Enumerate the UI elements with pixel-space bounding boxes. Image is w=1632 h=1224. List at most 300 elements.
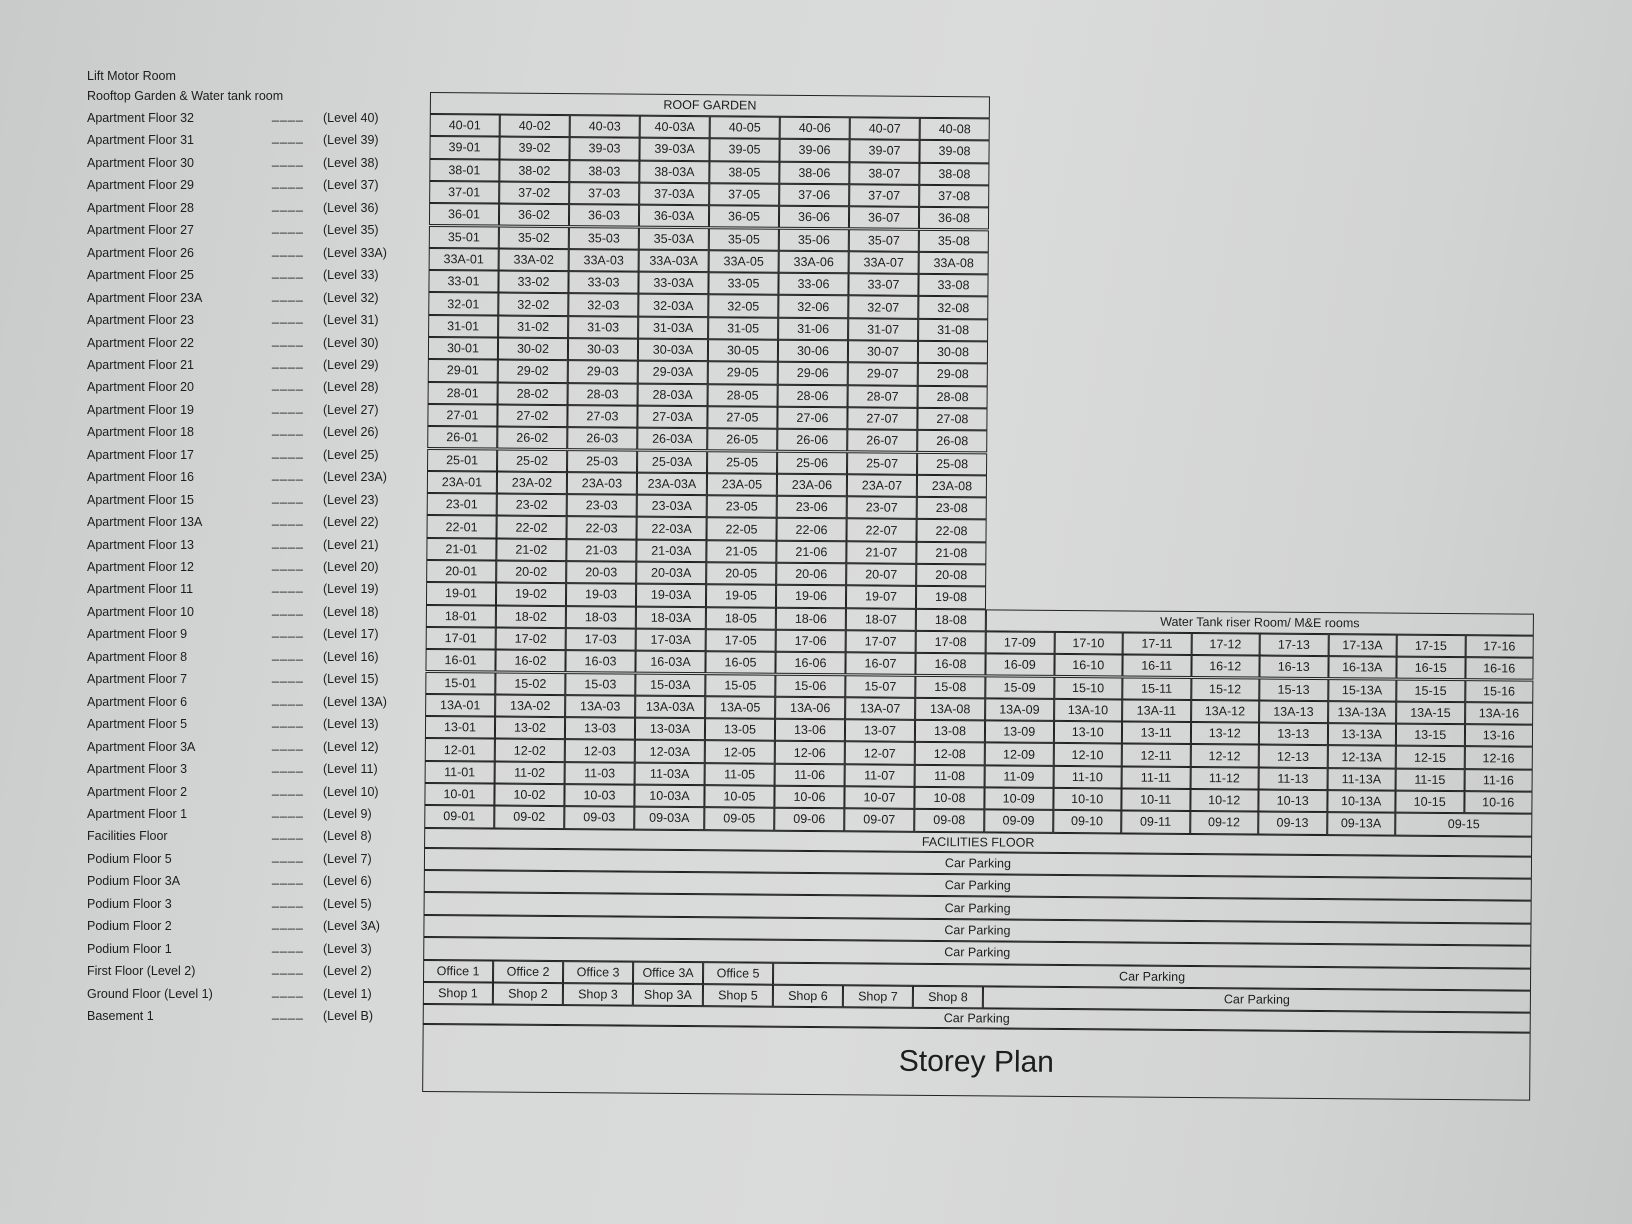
unit-cell: 16-10 [1054,654,1123,677]
unit-cell: 23-08 [917,497,987,520]
unit-cell: 17-15 [1397,635,1466,658]
unit-cell: 40-05 [710,116,780,139]
floor-level-label: (Level 10) [323,784,379,799]
unit-cell: 28-07 [848,385,918,408]
unit-cell: 13A-02 [495,694,565,717]
unit-cell: 23-02 [497,494,567,517]
unit-cell: 36-06 [779,206,849,229]
unit-cell: 23-06 [777,496,847,519]
unit-cell: 10-15 [1395,791,1464,814]
unit-cell: 39-06 [779,139,849,162]
unit-cell: 21-06 [776,540,846,563]
floor-level-label: (Level 3) [323,941,372,956]
floor-dash-line: ____ [272,175,304,190]
unit-cell: 13-15 [1396,724,1465,747]
floor-dash-line: ____ [272,803,304,818]
unit-cell: 38-06 [779,161,849,184]
floor-name-label: Apartment Floor 27 [87,223,194,238]
unit-cell: 11-07 [845,764,915,787]
unit-cell: 11-05 [705,763,775,786]
floor-level-label: (Level 23A) [323,470,387,485]
unit-cell: 20-03A [636,562,706,585]
unit-cell: 13-12 [1190,722,1259,745]
unit-cell: 13-08 [915,720,985,743]
unit-cell: 10-10 [1053,788,1122,811]
unit-cell: 32-07 [848,296,918,319]
unit-cell: 19-07 [846,586,916,609]
unit-cell: 26-08 [917,430,987,453]
unit-cell: 15-03A [635,673,705,696]
unit-cell: 33-05 [708,272,778,295]
unit-cell: 33-03 [568,271,638,294]
floor-name-label: Apartment Floor 28 [87,200,194,215]
unit-cell: 32-05 [708,295,778,318]
unit-cell: 16-01 [425,649,495,672]
unit-cell: 09-15 [1395,813,1532,836]
floor-level-label: (Level 6) [323,874,372,889]
unit-cell: 28-03A [638,383,708,406]
roof-garden-band: ROOF GARDEN [430,92,990,118]
floor-dash-line: ____ [272,422,304,437]
unit-cell: 26-06 [777,429,847,452]
unit-cell: 13-07 [845,719,915,742]
floor-level-label: (Level 17) [323,627,379,642]
unit-cell: 27-05 [707,406,777,429]
unit-cell: 09-11 [1121,811,1190,834]
floor-dash-line: ____ [272,646,304,661]
unit-cell: 17-12 [1191,633,1260,656]
floor-name-label: Apartment Floor 31 [87,133,194,148]
unit-cell: 38-08 [919,162,989,185]
unit-cell: 12-01 [425,738,495,761]
unit-cell: 11-15 [1396,768,1465,791]
floor-name-label: Apartment Floor 6 [87,694,188,709]
unit-cell: 15-08 [915,675,985,698]
unit-cell: 18-02 [496,605,566,628]
shop-cell: Shop 3A [633,983,703,1006]
unit-cell: 10-01 [424,783,494,806]
car-parking-band: Car Parking [423,1004,1531,1033]
floor-name-label: Podium Floor 3 [87,896,172,911]
unit-cell: 33A-02 [499,248,569,271]
unit-cell: 17-11 [1123,632,1192,655]
unit-cell: 23A-08 [917,475,987,498]
unit-cell: 16-13 [1259,656,1328,679]
unit-cell: 38-01 [429,159,499,182]
unit-cell: 23-03A [637,495,707,518]
unit-cell: 23-05 [707,495,777,518]
floor-name-label: Apartment Floor 21 [87,357,194,372]
floor-level-label: (Level 2) [323,964,372,979]
unit-cell: 16-02 [495,650,565,673]
unit-cell: 25-07 [847,452,917,475]
unit-cell: 19-05 [706,584,776,607]
unit-cell: 11-08 [915,765,985,788]
unit-cell: 25-03A [637,450,707,473]
floor-dash-line: ____ [272,1006,304,1020]
floor-level-label: (Level 15) [323,672,379,687]
unit-cell: 12-09 [985,743,1054,766]
floor-name-label: Apartment Floor 16 [87,470,194,485]
unit-cell: 21-02 [496,538,566,561]
unit-cell: 11-13 [1259,767,1328,790]
floor-level-label: (Level 26) [323,425,379,440]
unit-cell: 17-03 [566,628,636,651]
floor-dash-line: ____ [272,714,304,729]
office-cell: Office 3A [633,961,703,984]
unit-cell: 33-06 [778,273,848,296]
unit-cell: 38-05 [709,161,779,184]
unit-cell: 18-03A [636,606,706,629]
unit-cell: 29-03 [568,360,638,383]
floor-level-label: (Level 5) [323,896,372,911]
unit-cell: 19-06 [776,585,846,608]
floor-level-label: (Level 3A) [323,919,380,934]
floor-level-label: (Level 21) [323,537,379,552]
unit-cell: 25-03 [567,450,637,473]
unit-cell: 38-07 [849,162,919,185]
floor-dash-line: ____ [272,467,304,482]
unit-cell: 13-01 [425,716,495,739]
floor-dash-line: ____ [272,512,304,527]
unit-cell: 31-03A [638,316,708,339]
unit-cell: 15-13 [1259,678,1328,701]
floor-dash-line: ____ [272,130,304,145]
unit-cell: 40-07 [850,117,920,140]
floor-level-label: (Level 16) [323,649,379,664]
floor-dash-line: ____ [272,893,304,908]
rooftop-garden-label: Rooftop Garden & Water tank room [87,89,284,103]
unit-cell: 33-01 [428,270,498,293]
unit-cell: 18-07 [846,608,916,631]
unit-cell: 31-03 [568,316,638,339]
unit-cell: 21-05 [706,540,776,563]
floor-level-label: (Level 31) [323,313,379,328]
unit-cell: 21-08 [916,542,986,565]
unit-cell: 22-07 [846,519,916,542]
unit-cell: 25-05 [707,451,777,474]
unit-cell: 10-03A [634,785,704,808]
unit-cell: 35-03A [639,227,709,250]
floor-dash-line: ____ [272,489,304,504]
floor-dash-line: ____ [272,220,304,235]
unit-cell: 37-08 [919,185,989,208]
unit-cell: 12-11 [1122,744,1191,767]
floor-name-label: Apartment Floor 25 [87,268,194,283]
unit-cell: 40-02 [500,115,570,138]
floor-name-label: Podium Floor 5 [87,851,172,866]
unit-cell: 12-10 [1053,743,1122,766]
unit-cell: 16-03 [565,650,635,673]
unit-cell: 12-03 [565,739,635,762]
unit-cell: 13-03 [565,717,635,740]
car-parking-band: Car Parking [983,986,1531,1012]
unit-cell: 13A-09 [985,698,1054,721]
unit-cell: 13-10 [1053,721,1122,744]
unit-cell: 10-16 [1464,791,1533,814]
unit-cell: 15-15 [1396,679,1465,702]
unit-cell: 37-06 [779,184,849,207]
shop-cell: Shop 7 [843,985,913,1008]
floor-name-label: First Floor (Level 2) [87,964,196,979]
unit-cell: 21-01 [426,538,496,561]
unit-cell: 33A-05 [709,250,779,273]
floor-level-label: (Level 37) [323,178,379,193]
unit-cell: 18-03 [566,606,636,629]
unit-cell: 36-03A [639,205,709,228]
unit-cell: 37-01 [429,181,499,204]
floor-name-label: Apartment Floor 13A [87,515,203,530]
floor-dash-line: ____ [272,534,304,549]
unit-cell: 13-02 [495,717,565,740]
unit-cell: 32-03A [638,294,708,317]
unit-cell: 28-03 [568,383,638,406]
unit-cell: 35-07 [849,229,919,252]
unit-cell: 12-07 [845,742,915,765]
floor-name-label: Apartment Floor 9 [87,627,188,642]
lift-motor-room-label: Lift Motor Room [87,69,176,83]
unit-cell: 40-08 [920,118,990,141]
unit-cell: 35-05 [709,228,779,251]
unit-cell: 37-03 [569,182,639,205]
unit-cell: 33A-03A [639,249,709,272]
unit-cell: 39-07 [849,140,919,163]
floor-name-label: Apartment Floor 3A [87,739,196,754]
unit-cell: 23A-06 [777,474,847,497]
shop-cell: Shop 5 [703,984,773,1007]
unit-cell: 20-08 [916,564,986,587]
unit-cell: 22-03A [636,517,706,540]
unit-cell: 12-15 [1396,746,1465,769]
floor-level-label: (Level 28) [323,380,379,395]
unit-cell: 09-02 [494,806,564,829]
unit-cell: 09-01 [424,805,494,828]
unit-cell: 13-16 [1464,724,1533,747]
unit-cell: 16-08 [915,653,985,676]
floor-level-label: (Level 12) [323,739,379,754]
floor-level-label: (Level 39) [323,133,379,148]
unit-cell: 11-13A [1327,768,1396,791]
unit-cell: 32-06 [778,295,848,318]
unit-cell: 13A-08 [915,698,985,721]
unit-cell: 31-08 [918,319,988,342]
unit-cell: 22-01 [426,515,496,538]
floor-dash-line: ____ [272,691,304,706]
floor-level-label: (Level 19) [323,582,379,597]
unit-cell: 39-03 [569,137,639,160]
floor-dash-line: ____ [272,736,304,751]
floor-dash-line: ____ [272,444,304,459]
unit-cell: 28-06 [778,384,848,407]
unit-cell: 13-11 [1122,722,1191,745]
unit-cell: 20-03 [566,561,636,584]
unit-cell: 12-05 [705,741,775,764]
unit-cell: 13A-05 [705,696,775,719]
unit-cell: 09-05 [704,807,774,830]
office-cell: Office 1 [423,960,493,983]
unit-cell: 13A-12 [1191,700,1260,723]
unit-cell: 16-03A [635,651,705,674]
unit-cell: 12-08 [915,742,985,765]
floor-name-label: Apartment Floor 10 [87,604,194,619]
unit-cell: 10-02 [494,784,564,807]
floor-name-label: Apartment Floor 32 [87,111,194,125]
floor-name-label: Apartment Floor 30 [87,155,194,170]
floor-labels-column [0,0,420,1050]
floor-level-label: (Level 22) [323,515,379,530]
unit-cell: 19-08 [916,586,986,609]
unit-cell: 13-13 [1259,723,1328,746]
shop-cell: Shop 1 [423,982,493,1005]
floor-level-label: (Level 8) [323,829,372,844]
unit-cell: 17-07 [846,630,916,653]
unit-cell: 15-09 [985,676,1054,699]
unit-cell: 12-13 [1259,745,1328,768]
unit-cell: 10-03 [564,784,634,807]
unit-cell: 11-02 [495,761,565,784]
unit-cell: 26-07 [847,429,917,452]
shop-cell: Shop 3 [563,983,633,1006]
unit-cell: 26-05 [707,428,777,451]
unit-cell: 09-06 [774,808,844,831]
unit-cell: 15-10 [1054,676,1123,699]
unit-cell: 30-05 [708,339,778,362]
unit-cell: 16-16 [1465,657,1534,680]
unit-cell: 40-03A [640,116,710,139]
unit-cell: 23A-05 [707,473,777,496]
unit-cell: 25-01 [427,448,497,471]
unit-cell: 13A-07 [845,697,915,720]
unit-cell: 13A-11 [1122,699,1191,722]
unit-cell: 21-03 [566,539,636,562]
unit-cell: 15-06 [775,674,845,697]
floor-name-label: Apartment Floor 23A [87,290,203,305]
floor-dash-line: ____ [272,871,304,886]
unit-cell: 29-05 [708,361,778,384]
unit-cell: 18-05 [706,607,776,630]
unit-cell: 17-03A [636,629,706,652]
unit-cell: 09-03A [634,807,704,830]
unit-cell: 11-03A [635,762,705,785]
unit-cell: 30-08 [918,341,988,364]
unit-cell: 15-02 [495,672,565,695]
unit-cell: 33-07 [848,273,918,296]
unit-cell: 17-01 [426,627,496,650]
unit-cell: 13A-13A [1328,701,1397,724]
floor-dash-line: ____ [272,669,304,684]
floor-level-label: (Level 18) [323,604,379,619]
unit-cell: 37-05 [709,183,779,206]
unit-cell: 10-11 [1121,788,1190,811]
unit-cell: 09-09 [984,810,1053,833]
unit-cell: 35-06 [779,228,849,251]
unit-cell: 09-08 [914,809,984,832]
unit-cell: 17-06 [776,630,846,653]
unit-cell: 15-07 [845,675,915,698]
unit-cell: 11-09 [985,765,1054,788]
unit-cell: 13A-15 [1396,701,1465,724]
unit-cell: 09-03 [564,806,634,829]
floor-dash-line: ____ [272,916,304,931]
unit-cell: 16-11 [1122,655,1191,678]
floor-name-label: Podium Floor 2 [87,919,172,934]
floor-level-label: (Level B) [323,1009,374,1023]
unit-cell: 13A-06 [775,697,845,720]
unit-cell: 37-02 [499,181,569,204]
floor-dash-line: ____ [272,781,304,796]
unit-cell: 16-06 [775,652,845,675]
unit-cell: 09-12 [1190,811,1259,834]
floor-dash-line: ____ [272,826,304,841]
unit-cell: 33A-06 [779,251,849,274]
unit-cell: 29-07 [848,363,918,386]
storey-plan-title: Storey Plan [422,1024,1530,1101]
unit-cell: 15-01 [425,671,495,694]
floor-level-label: (Level 35) [323,223,379,238]
unit-cell: 25-08 [917,452,987,475]
unit-cell: 22-06 [776,518,846,541]
unit-cell: 15-03 [565,673,635,696]
floor-name-label: Apartment Floor 11 [87,582,194,597]
unit-cell: 17-13A [1328,634,1397,657]
unit-cell: 36-03 [569,204,639,227]
unit-cell: 19-03 [566,583,636,606]
storey-plan-diagram [422,92,1562,1099]
floor-level-label: (Level 36) [323,200,379,215]
floor-level-label: (Level 33) [323,268,379,283]
unit-cell: 19-03A [636,584,706,607]
unit-cell: 31-02 [498,315,568,338]
unit-cell: 17-08 [916,631,986,654]
floor-dash-line: ____ [272,287,304,302]
unit-cell: 18-06 [776,607,846,630]
unit-cell: 26-03A [637,428,707,451]
unit-cell: 30-07 [848,340,918,363]
unit-cell: 23A-03A [637,472,707,495]
unit-cell: 17-05 [706,629,776,652]
floor-name-label: Apartment Floor 1 [87,806,188,821]
unit-cell: 13A-13 [1259,700,1328,723]
unit-cell: 27-03 [567,405,637,428]
floor-name-label: Facilities Floor [87,829,168,844]
unit-cell: 23-03 [567,494,637,517]
unit-cell: 28-08 [918,385,988,408]
floor-level-label: (Level 32) [323,290,379,305]
unit-cell: 12-06 [775,741,845,764]
floor-dash-line: ____ [272,265,304,280]
unit-cell: 15-05 [705,674,775,697]
unit-cell: 23A-03 [567,472,637,495]
unit-cell: 39-05 [709,138,779,161]
unit-cell: 27-03A [637,406,707,429]
unit-cell: 17-02 [496,627,566,650]
unit-cell: 23A-07 [847,474,917,497]
unit-cell: 23-07 [847,496,917,519]
unit-cell: 20-01 [426,560,496,583]
unit-cell: 27-01 [427,404,497,427]
floor-name-label: Apartment Floor 23 [87,313,194,328]
office-cell: Office 3 [563,961,633,984]
unit-cell: 11-11 [1122,766,1191,789]
unit-cell: 19-01 [426,582,496,605]
unit-cell: 30-06 [778,340,848,363]
water-tank-band: Water Tank riser Room/ M&E rooms [986,609,1534,635]
floor-dash-line: ____ [272,601,304,616]
unit-cell: 30-03 [568,338,638,361]
unit-cell: 11-03 [565,762,635,785]
unit-cell: 35-02 [499,226,569,249]
car-parking-band: Car Parking [423,937,1531,968]
